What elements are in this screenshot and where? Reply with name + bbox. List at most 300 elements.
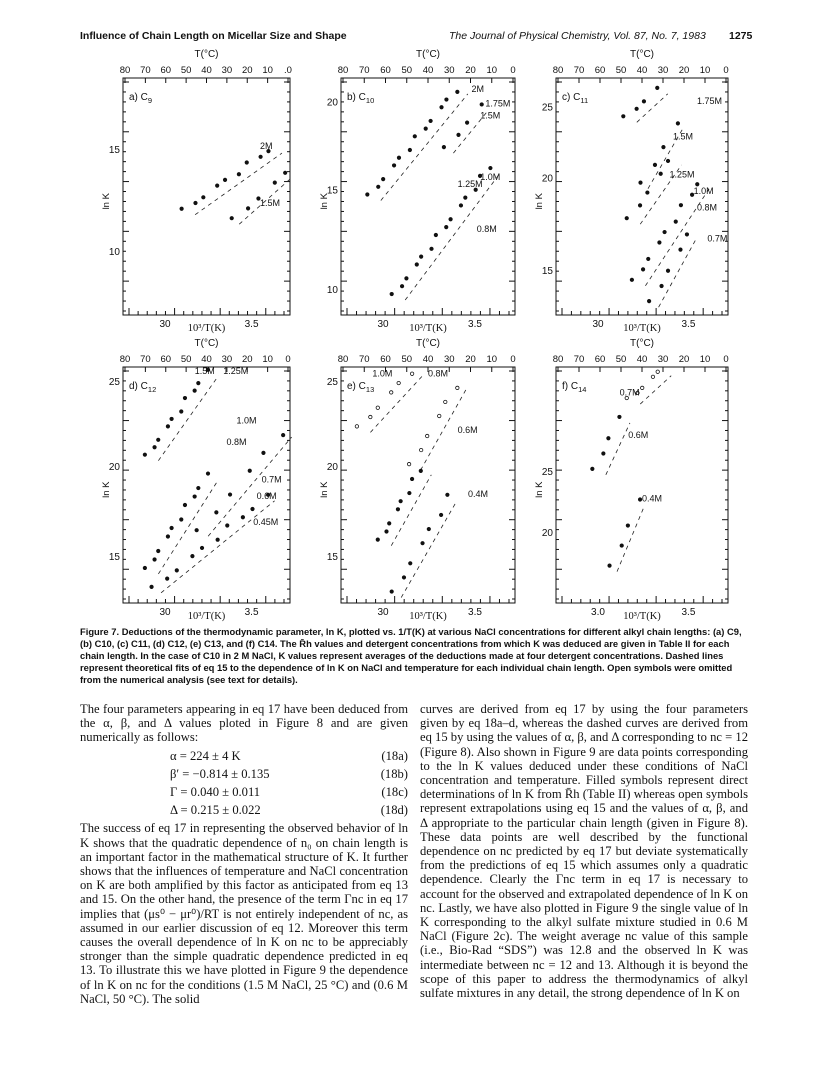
data-point	[419, 469, 422, 472]
dashed-fit-line	[401, 501, 457, 598]
top-tick-label: 50	[401, 354, 413, 365]
data-point	[407, 462, 410, 465]
data-point	[445, 225, 448, 228]
data-point	[647, 257, 650, 260]
data-point	[369, 415, 372, 418]
data-point	[175, 569, 178, 572]
panel-label: a) $C_9$	[129, 92, 153, 105]
top-tick-label: 80	[337, 354, 349, 365]
top-tick-label: 70	[140, 354, 151, 365]
data-point	[425, 434, 428, 437]
data-point	[381, 177, 384, 180]
concentration-label: 1.5M	[194, 366, 215, 377]
dashed-fit-line	[637, 94, 668, 122]
y-tick-label: 15	[326, 185, 338, 197]
concentration-label: 1.0M	[372, 368, 393, 379]
concentration-label: 0.7M	[261, 474, 282, 485]
top-tick-label: 40	[422, 65, 434, 76]
top-tick-label: 70	[358, 354, 370, 365]
top-tick-label: 50	[180, 354, 192, 365]
data-point	[410, 477, 413, 480]
equation-label: (18c)	[381, 785, 408, 800]
data-point	[607, 437, 610, 440]
plot-frame	[556, 78, 728, 315]
top-tick-label: 40	[636, 65, 648, 76]
bottom-tick-label: 30	[377, 319, 389, 330]
data-point	[216, 538, 219, 541]
data-point	[388, 522, 391, 525]
data-point	[427, 527, 430, 530]
data-point	[355, 425, 358, 428]
top-tick-label: 80	[552, 354, 564, 365]
data-point	[248, 469, 251, 472]
data-point	[446, 493, 449, 496]
data-point	[180, 518, 183, 521]
bottom-tick-label: 3.5	[681, 607, 696, 618]
data-point	[674, 220, 677, 223]
data-point	[679, 248, 682, 251]
top-tick-label: 10	[486, 65, 498, 76]
top-tick-label: 70	[358, 65, 370, 76]
top-tick-label: 40	[636, 354, 648, 365]
top-tick-label: 10	[486, 354, 498, 365]
concentration-label: 1.0M	[236, 415, 257, 426]
bottom-axis-title: 10³/T(K)	[187, 323, 226, 334]
data-point	[449, 218, 452, 221]
dashed-fit-line	[645, 186, 710, 286]
data-point	[620, 544, 623, 547]
data-point	[459, 204, 462, 207]
top-tick-label: 0	[510, 65, 516, 76]
data-point	[489, 166, 492, 169]
concentration-label: 1.75M	[697, 96, 723, 107]
bottom-tick-label: 30	[159, 319, 171, 330]
equation-expr: β′ = −0.814 ± 0.135	[170, 766, 270, 781]
bottom-tick-label: 30	[377, 607, 389, 618]
dashed-fit-line	[158, 480, 218, 574]
data-point	[273, 181, 276, 184]
data-point	[150, 585, 153, 588]
top-tick-label: .0	[284, 65, 292, 76]
dashed-fit-line	[158, 376, 218, 461]
data-point	[445, 98, 448, 101]
concentration-label: 0.6M	[457, 425, 478, 436]
equation-label: (18d)	[380, 803, 408, 818]
data-point	[183, 503, 186, 506]
data-point	[228, 493, 231, 496]
bottom-tick-label: 3.5	[681, 319, 696, 330]
data-point	[676, 122, 679, 125]
y-tick-label: 15	[326, 551, 338, 563]
concentration-label: 0.6M	[256, 491, 277, 502]
bottom-tick-label: 3.0	[591, 607, 605, 618]
paragraph: curves are derived from eq 17 by using the four parameters given by eq 18a–d, whereas the dashed curves are derived from eq 15 by using the values of α, β, and Δ corresponding to nc = 12 (Figure 8). Also shown in Figure 9 are data points corresponding to the ln K values deduced under these conditions of NaCl concentration and temperature. Filled symbols represent direct determinations of ln K from R̄h (Table II) whereas open symbols represent extrapolations using eq 15 and the values of α, β, and Δ appropriate to the particular chain length (given in Figure 8). These data points are well described by the functional dependence on nc predicted by eq 17 but deviate systematically from the predictions of eq 15 which assumes only a quadratic dependence. Clearly the Γnc term in eq 17 is necessary to account for the observed and extrapolated dependence of ln K on nc. Lastly, we have also plotted in Figure 9 the single value of ln K corresponding to the alkyl sulfate mixture studied in 0.6 M NaCl (Figure 2c). The weight average nc value of this sample (i.e., Bio-Rad “SDS”) was 12.8 and the observed ln K was intermediate between nc = 12 and 13. Although it is beyond the scope of this paper to address the thermodynamics of alkyl sulfate mixtures in any detail, the strong dependence of ln K on	[420, 702, 749, 1001]
dashed-fit-line	[640, 376, 671, 404]
bottom-axis-title: 10³/T(K)	[409, 611, 447, 622]
data-point	[153, 446, 156, 449]
data-point	[377, 185, 380, 188]
data-point	[641, 386, 644, 389]
top-tick-label: 60	[594, 65, 606, 76]
concentration-label: 0.8M	[476, 224, 497, 235]
concentration-label: 1.5M	[259, 197, 280, 208]
equation-18d	[80, 803, 408, 817]
bottom-tick-label: 3.5	[468, 319, 482, 330]
data-point	[651, 375, 654, 378]
bottom-tick-label: 30	[592, 319, 604, 330]
dashed-fit-line	[370, 376, 422, 433]
data-point	[656, 370, 659, 373]
panel-label: c) $C_{11}$	[562, 92, 589, 105]
data-point	[193, 389, 196, 392]
data-point	[591, 467, 594, 470]
top-tick-label: 50	[615, 354, 627, 365]
top-tick-label: 70	[140, 65, 151, 76]
dashed-fit-line	[381, 94, 468, 201]
data-point	[376, 538, 379, 541]
data-point	[402, 576, 405, 579]
data-point	[662, 145, 665, 148]
data-point	[457, 133, 460, 136]
data-point	[685, 233, 688, 236]
data-point	[180, 207, 183, 210]
data-point	[194, 201, 197, 204]
data-point	[180, 410, 183, 413]
data-point	[638, 204, 641, 207]
data-point	[429, 119, 432, 122]
page-number: 1275	[729, 30, 753, 42]
data-point	[625, 217, 628, 220]
top-tick-label: 80	[119, 354, 131, 365]
concentration-label: 1.5M	[672, 131, 693, 142]
data-point	[245, 161, 248, 164]
top-tick-label: 50	[615, 65, 627, 76]
top-tick-label: 30	[221, 354, 233, 365]
plot-frame	[341, 367, 515, 603]
data-point	[408, 148, 411, 151]
top-tick-label: 40	[422, 354, 434, 365]
y-tick-label: 25	[541, 466, 553, 478]
bottom-axis-title: 10³/T(K)	[623, 611, 661, 622]
data-point	[397, 156, 400, 159]
data-point	[626, 524, 629, 527]
data-point	[390, 292, 393, 295]
equation-label: (18b)	[380, 766, 408, 781]
running-header: Influence of Chain Length on Micellar Size and Shape	[80, 30, 347, 42]
y-tick-label: 15	[541, 265, 553, 277]
data-point	[392, 164, 395, 167]
dashed-fit-line	[617, 506, 645, 572]
data-point	[413, 135, 416, 138]
top-axis-title: T(°C)	[194, 338, 219, 349]
top-axis-title: T(°C)	[630, 49, 654, 60]
equation-18a	[80, 749, 408, 763]
data-point	[246, 207, 249, 210]
data-point	[480, 103, 483, 106]
data-point	[440, 106, 443, 109]
data-point	[281, 433, 284, 436]
top-axis-title: T(°C)	[630, 338, 654, 349]
data-point	[444, 400, 447, 403]
panel-label: d) $C_{12}$	[129, 381, 157, 394]
data-point	[226, 524, 229, 527]
top-tick-label: 60	[160, 65, 172, 76]
top-tick-label: 40	[201, 354, 212, 365]
equation-18b	[80, 767, 408, 781]
bottom-axis-title: 10³/T(K)	[409, 323, 447, 334]
bottom-axis-title: 10³/T(K)	[187, 611, 226, 622]
concentration-label: 1.0M	[693, 186, 714, 197]
top-tick-label: 60	[380, 65, 391, 76]
data-point	[237, 173, 240, 176]
bottom-tick-label: 3.5	[468, 607, 482, 618]
data-point	[262, 451, 265, 454]
y-tick-label: 15	[108, 551, 120, 563]
y-tick-label: 20	[326, 97, 338, 109]
y-tick-label: 20	[541, 173, 553, 185]
panel-label: f) $C_{14}$	[562, 381, 587, 394]
data-point	[419, 448, 422, 451]
data-point	[653, 163, 656, 166]
data-point	[658, 241, 661, 244]
equation-expr: α = 224 ± 4 K	[170, 748, 241, 763]
concentration-label: 0.8M	[697, 202, 718, 213]
y-tick-label: 10	[108, 247, 120, 259]
top-tick-label: 60	[160, 354, 172, 365]
data-point	[419, 255, 422, 258]
y-axis-title: ln K	[101, 481, 112, 498]
concentration-label: 0.45M	[253, 517, 279, 528]
y-tick-label: 15	[108, 145, 120, 157]
bottom-tick-label: 3.5	[244, 607, 259, 618]
data-point	[193, 495, 196, 498]
data-point	[660, 284, 663, 287]
y-tick-label: 25	[541, 102, 553, 114]
data-point	[202, 196, 205, 199]
data-point	[656, 86, 659, 89]
concentration-label: 0.6M	[628, 429, 649, 440]
data-point	[663, 230, 666, 233]
data-point	[456, 386, 459, 389]
right-column	[420, 702, 748, 1000]
concentration-label: 1.75M	[485, 98, 511, 109]
top-tick-label: 20	[678, 65, 690, 76]
top-tick-label: 80	[552, 65, 564, 76]
top-tick-label: 30	[443, 354, 455, 365]
data-point	[259, 155, 262, 158]
panel-label: b) $C_{10}$	[347, 92, 375, 105]
y-tick-label: 20	[326, 462, 338, 474]
concentration-label: 1.25M	[457, 179, 483, 190]
data-point	[143, 566, 146, 569]
data-point	[622, 115, 625, 118]
y-axis-title: ln K	[319, 481, 330, 498]
equation-label: (18a)	[381, 748, 408, 763]
left-column	[80, 702, 408, 1006]
top-tick-label: 30	[443, 65, 455, 76]
y-axis-title: ln K	[534, 193, 545, 210]
concentration-label: 0.8M	[226, 436, 247, 447]
y-tick-label: 25	[108, 377, 120, 389]
concentration-label: 1.25M	[223, 366, 249, 377]
data-point	[421, 541, 424, 544]
top-tick-label: 0	[285, 354, 291, 365]
y-axis-title: ln K	[319, 193, 330, 210]
data-point	[170, 526, 173, 529]
dashed-fit-line	[659, 238, 697, 307]
data-point	[143, 453, 146, 456]
data-point	[230, 217, 233, 220]
data-point	[666, 159, 669, 162]
data-point	[399, 499, 402, 502]
data-point	[666, 269, 669, 272]
data-point	[215, 511, 218, 514]
data-point	[659, 172, 662, 175]
data-point	[430, 247, 433, 250]
bottom-tick-label: 3.5	[244, 319, 259, 330]
data-point	[183, 396, 186, 399]
data-point	[641, 268, 644, 271]
top-tick-label: 0	[723, 354, 729, 365]
data-point	[415, 263, 418, 266]
data-point	[197, 381, 200, 384]
top-axis-title: T(°C)	[416, 338, 440, 349]
paragraph: The success of eq 17 in representing the observed behavior of ln K shows that the quadratic dependence of n₀ on chain length is an important factor in the mathematical structure of K. It further shows that the influences of temperature and NaCl concentration on K are both amplified by this factor as anticipated from eq 13 and 15. On the other hand, the presence of the term Γnc in eq 17 implies that (μs⁰ − μr⁰)/RT is not entirely independent of nc, as assumed in our earlier discussion of eq 12. Moreover this term causes the overall dependence of ln K on nc to be appreciably stronger than the simple quadratic dependence predicted in eq 13. To illustrate this we have plotted in Figure 9 the dependence of ln K on nc for the conditions (1.5 M NaCl, 25 °C) and (0.6 M NaCl, 50 °C). The solid	[80, 821, 408, 1006]
y-tick-label: 10	[326, 284, 338, 296]
figure-caption	[80, 626, 748, 686]
plot-frame	[123, 367, 290, 603]
top-tick-label: 30	[657, 354, 669, 365]
top-axis-title: T(°C)	[194, 49, 219, 60]
concentration-label: 0.7M	[619, 387, 640, 398]
top-tick-label: 70	[573, 354, 585, 365]
data-point	[251, 507, 254, 510]
equation-expr: Γ = 0.040 ± 0.011	[170, 785, 261, 800]
top-tick-label: 10	[699, 354, 711, 365]
data-point	[647, 299, 650, 302]
top-tick-label: 20	[241, 354, 253, 365]
top-tick-label: 0	[510, 354, 516, 365]
journal-citation: The Journal of Physical Chemistry, Vol. 87, No. 7, 1983	[449, 30, 706, 42]
top-tick-label: 20	[678, 354, 690, 365]
data-point	[618, 415, 621, 418]
data-point	[405, 277, 408, 280]
top-axis-title: T(°C)	[416, 49, 440, 60]
y-tick-label: 20	[108, 462, 120, 474]
data-point	[376, 406, 379, 409]
data-point	[410, 372, 413, 375]
data-point	[434, 233, 437, 236]
top-tick-label: 20	[241, 65, 253, 76]
top-tick-label: 10	[262, 354, 273, 365]
concentration-label: 2M	[259, 141, 273, 152]
concentration-label: 0.4M	[468, 488, 489, 499]
top-tick-label: 70	[573, 65, 585, 76]
data-point	[385, 530, 388, 533]
data-point	[465, 121, 468, 124]
data-point	[157, 438, 160, 441]
data-point	[390, 590, 393, 593]
data-point	[195, 529, 198, 532]
top-tick-label: 60	[380, 354, 391, 365]
data-point	[424, 127, 427, 130]
dashed-fit-line	[606, 423, 630, 475]
data-point	[223, 178, 226, 181]
data-point	[635, 107, 638, 110]
panel-label: e) $C_{13}$	[347, 381, 375, 394]
data-point	[602, 452, 605, 455]
caption-label: Figure 7.	[80, 626, 120, 637]
top-tick-label: 30	[221, 65, 233, 76]
top-tick-label: 0	[723, 65, 729, 76]
top-tick-label: 50	[180, 65, 192, 76]
data-point	[408, 491, 411, 494]
data-point	[241, 516, 244, 519]
top-tick-label: 30	[657, 65, 669, 76]
data-point	[200, 546, 203, 549]
data-point	[464, 196, 467, 199]
concentration-label: 0.7M	[707, 233, 728, 244]
data-point	[639, 181, 642, 184]
dashed-fit-line	[405, 172, 501, 300]
concentration-label: 1.25M	[669, 169, 695, 180]
top-tick-label: 60	[594, 354, 606, 365]
concentration-label: 1.0M	[480, 171, 501, 182]
y-tick-label: 20	[541, 528, 553, 540]
data-point	[197, 486, 200, 489]
bottom-axis-title: 10³/T(K)	[623, 323, 661, 334]
paragraph: The four parameters appearing in eq 17 have been deduced from the α, β, and Δ values ploted in Figure 8 and are given numerically as follows:	[80, 702, 408, 745]
top-tick-label: 80	[119, 65, 131, 76]
data-point	[400, 284, 403, 287]
data-point	[283, 171, 286, 174]
dashed-fit-line	[161, 501, 275, 593]
data-point	[630, 278, 633, 281]
data-point	[390, 391, 393, 394]
data-point	[153, 558, 156, 561]
data-point	[456, 90, 459, 93]
plot-frame	[123, 78, 290, 315]
top-tick-label: 20	[465, 65, 476, 76]
data-point	[366, 193, 369, 196]
top-tick-label: 10	[699, 65, 711, 76]
bottom-tick-label: 30	[159, 607, 171, 618]
concentration-label: 1.5M	[480, 110, 501, 121]
data-point	[165, 577, 168, 580]
data-point	[438, 414, 441, 417]
data-point	[439, 513, 442, 516]
concentration-label: 0.8M	[428, 368, 449, 379]
equation-expr: Δ = 0.215 ± 0.022	[170, 803, 261, 818]
caption-text: Deductions of the thermodynamic parameter, ln K, plotted vs. 1/T(K) at various NaCl concentrations for different alkyl chain lengths: (a) C9, (b) C10, (c) C11, (d) C12, (e) C13, and (f) C14. The R̄h values and detergent concentrations from which K was deduced are given in Table II for each chain length. In the case of C10 in 2 M NaCl, K values represent averages of the deductions made at four detergent concentrations. Dashed lines represent theoretical fits of eq 15 to the dependence of ln K on NaCl and temperature for each individual chain length. Open symbols were omitted from the numerical analysis (see text for details).	[80, 626, 742, 685]
top-tick-label: 40	[201, 65, 212, 76]
data-point	[646, 191, 649, 194]
data-point	[608, 564, 611, 567]
data-point	[679, 203, 682, 206]
data-point	[215, 184, 218, 187]
top-tick-label: 50	[401, 65, 413, 76]
y-tick-label: 25	[326, 377, 338, 389]
top-tick-label: 80	[337, 65, 349, 76]
data-point	[397, 381, 400, 384]
top-tick-label: 10	[262, 65, 273, 76]
top-tick-label: 20	[465, 354, 476, 365]
concentration-label: 0.4M	[642, 493, 663, 504]
data-point	[166, 535, 169, 538]
data-point	[409, 562, 412, 565]
data-point	[157, 549, 160, 552]
y-axis-title: ln K	[101, 193, 112, 210]
